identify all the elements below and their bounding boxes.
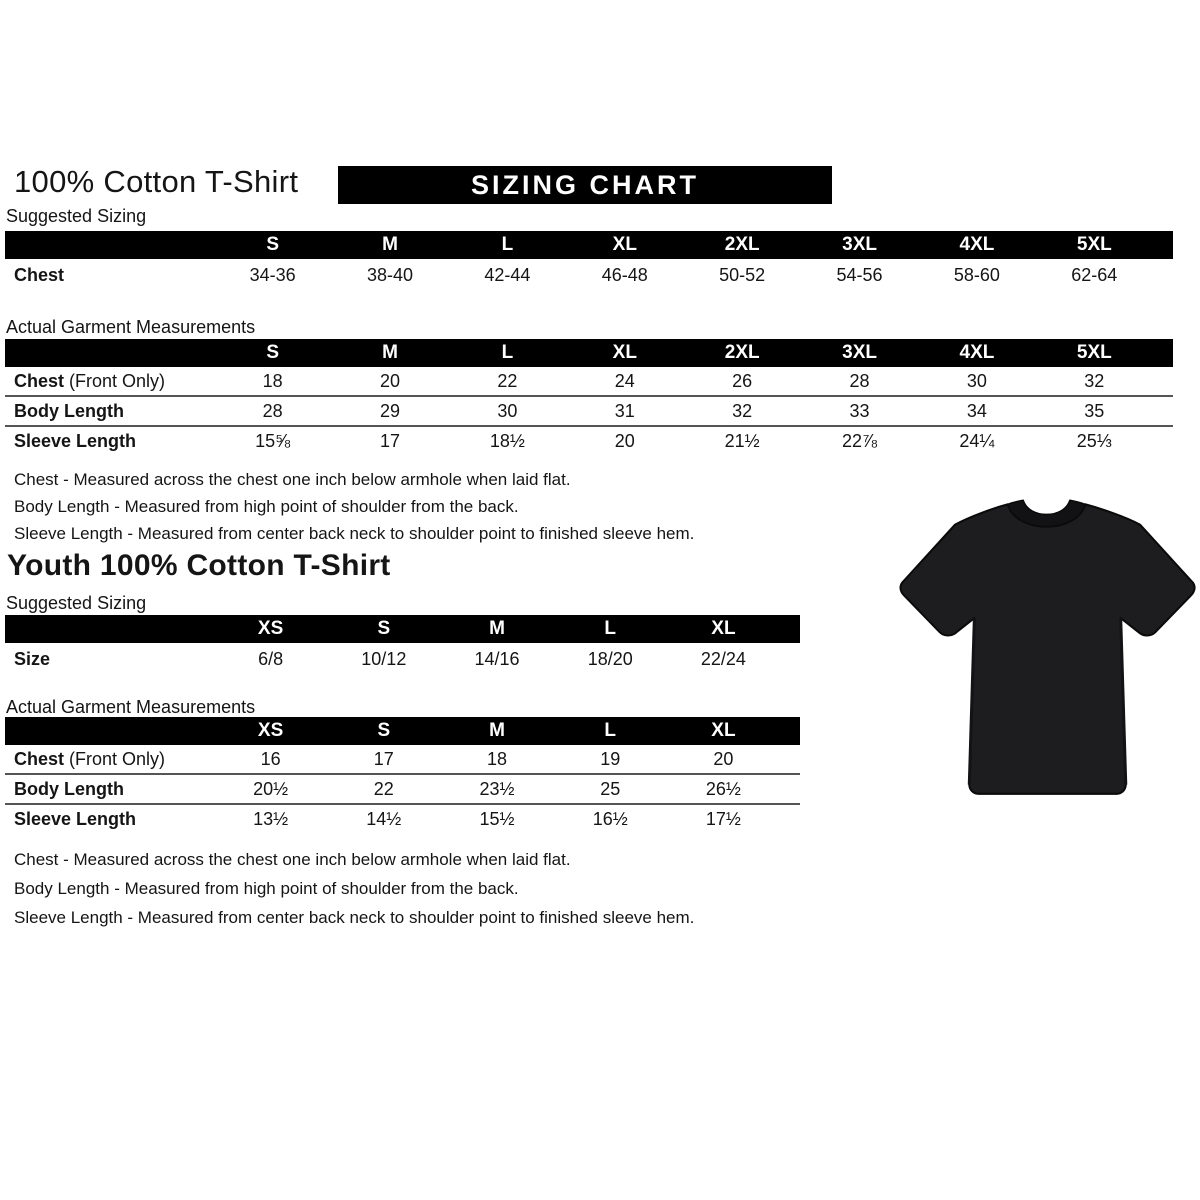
note-line: Body Length - Measured from high point of shoulder from the back. — [14, 497, 519, 516]
note-line: Sleeve Length - Measured from center back neck to shoulder point to finished sleeve hem. — [14, 908, 695, 927]
row-label-text: Sleeve Length — [14, 808, 137, 829]
row-label — [5, 265, 214, 286]
col-header: 2XL — [724, 342, 760, 363]
col-header: 3XL — [842, 234, 877, 255]
row-label-text: Body Length — [14, 778, 124, 799]
cell: 6/8 — [258, 648, 284, 669]
row-label-suffix: (Front Only) — [64, 370, 166, 391]
cell: 29 — [380, 400, 401, 421]
col-header: L — [604, 618, 617, 639]
note-line: Sleeve Length - Measured from center back neck to shoulder point to finished sleeve hem. — [14, 524, 695, 543]
col-header: 2XL — [724, 234, 760, 255]
row-label — [5, 809, 214, 830]
note-line: Body Length - Measured from high point of shoulder from the back. — [14, 879, 519, 898]
row-label — [5, 779, 214, 800]
cell: 50-52 — [719, 264, 766, 285]
adult-suggested-label: Suggested Sizing — [6, 206, 147, 226]
cell: 18/20 — [587, 648, 633, 669]
cell: 32 — [1084, 370, 1105, 391]
col-header: XS — [257, 618, 284, 639]
cell: 19 — [600, 748, 621, 769]
cell: 28 — [262, 400, 283, 421]
adult-suggested-table — [5, 231, 1173, 291]
cell: 10/12 — [361, 648, 407, 669]
adult-actual-label: Actual Garment Measurements — [6, 317, 256, 337]
col-header: 5XL — [1076, 234, 1112, 255]
cell: 33 — [849, 400, 870, 421]
youth-suggested-label: Suggested Sizing — [6, 593, 147, 613]
col-header: S — [266, 234, 280, 255]
col-header: 4XL — [959, 234, 995, 255]
adult-measurement-notes — [14, 466, 694, 547]
col-header: S — [377, 618, 391, 639]
cell: 17 — [380, 430, 401, 451]
table-header — [5, 615, 800, 643]
col-header: XL — [612, 234, 637, 255]
col-header: 3XL — [842, 342, 877, 363]
table-row — [5, 395, 1173, 425]
table-row — [5, 425, 1173, 455]
cell: 32 — [732, 400, 753, 421]
row-label — [5, 649, 214, 670]
cell: 14/16 — [474, 648, 520, 669]
cell: 20 — [614, 430, 635, 451]
table-row — [5, 367, 1173, 395]
table-row — [5, 745, 800, 773]
row-label-text: Size — [14, 648, 51, 669]
note-line: Chest - Measured across the chest one inch below armhole when laid flat. — [14, 470, 571, 489]
col-header: XS — [257, 720, 284, 741]
cell: 22 — [373, 778, 394, 799]
cell: 38-40 — [367, 264, 414, 285]
cell: 18 — [262, 370, 283, 391]
adult-actual-table — [5, 339, 1173, 455]
cell: 13½ — [253, 808, 289, 829]
cell: 30 — [966, 370, 987, 391]
col-header: S — [377, 720, 391, 741]
cell: 26 — [732, 370, 753, 391]
row-label-text: Chest — [14, 264, 65, 285]
note-line: Chest - Measured across the chest one inch below armhole when laid flat. — [14, 850, 571, 869]
cell: 24¼ — [959, 430, 995, 451]
cell: 15⅝ — [255, 430, 291, 451]
cell: 18½ — [489, 430, 525, 451]
cell: 20 — [380, 370, 401, 391]
cell: 16½ — [592, 808, 628, 829]
black-tshirt-image — [893, 486, 1198, 806]
cell: 16 — [260, 748, 281, 769]
col-header: S — [266, 342, 280, 363]
cell: 35 — [1084, 400, 1105, 421]
cell: 46-48 — [601, 264, 648, 285]
cell: 31 — [614, 400, 635, 421]
col-header: L — [501, 234, 514, 255]
cell: 26½ — [705, 778, 741, 799]
table-header — [5, 339, 1173, 367]
cell: 30 — [497, 400, 518, 421]
col-header: XL — [612, 342, 637, 363]
cell: 22 — [497, 370, 518, 391]
table-header — [5, 717, 800, 745]
cell: 24 — [614, 370, 635, 391]
cell: 15½ — [479, 808, 515, 829]
row-label-text: Body Length — [14, 400, 124, 421]
col-header: 5XL — [1076, 342, 1112, 363]
row-label — [5, 431, 214, 452]
cell: 20½ — [253, 778, 289, 799]
youth-title: Youth 100% Cotton T-Shirt — [7, 549, 391, 582]
cell: 28 — [849, 370, 870, 391]
table-row — [5, 259, 1173, 291]
cell: 54-56 — [836, 264, 883, 285]
row-label-text: Chest — [14, 748, 65, 769]
sizing-chart-banner-label: SIZING CHART — [471, 169, 699, 200]
cell: 22/24 — [700, 648, 746, 669]
cell: 25 — [600, 778, 621, 799]
table-row — [5, 803, 800, 833]
cell: 62-64 — [1071, 264, 1118, 285]
youth-measurement-notes — [14, 845, 694, 932]
youth-suggested-table — [5, 615, 800, 675]
cell: 18 — [486, 748, 508, 769]
cell: 42-44 — [484, 264, 531, 285]
adult-title: 100% Cotton T-Shirt — [14, 164, 299, 199]
cell: 17 — [373, 748, 394, 769]
col-header: XL — [711, 618, 736, 639]
col-header: M — [489, 720, 505, 741]
col-header: L — [604, 720, 617, 741]
table-row — [5, 643, 800, 675]
cell: 58-60 — [953, 264, 1000, 285]
cell: 22⅞ — [842, 430, 878, 451]
table-row — [5, 773, 800, 803]
cell: 14½ — [366, 808, 402, 829]
col-header: M — [382, 234, 398, 255]
col-header: 4XL — [959, 342, 995, 363]
col-header: M — [489, 618, 505, 639]
row-label-text: Chest — [14, 370, 65, 391]
row-label — [5, 749, 214, 770]
col-header: L — [501, 342, 514, 363]
cell: 25⅓ — [1076, 430, 1112, 451]
cell: 34-36 — [249, 264, 296, 285]
row-label — [5, 401, 214, 422]
col-header: M — [382, 342, 398, 363]
row-label-text: Sleeve Length — [14, 430, 137, 451]
cell: 34 — [966, 400, 987, 421]
cell: 21½ — [724, 430, 760, 451]
table-header — [5, 231, 1173, 259]
row-label — [5, 371, 214, 392]
youth-actual-label: Actual Garment Measurements — [6, 697, 256, 717]
youth-actual-table — [5, 717, 800, 833]
row-label-suffix: (Front Only) — [64, 748, 166, 769]
cell: 23½ — [479, 778, 515, 799]
cell: 20 — [713, 748, 734, 769]
col-header: XL — [711, 720, 736, 741]
sizing-chart-banner — [338, 166, 832, 204]
cell: 17½ — [705, 808, 741, 829]
